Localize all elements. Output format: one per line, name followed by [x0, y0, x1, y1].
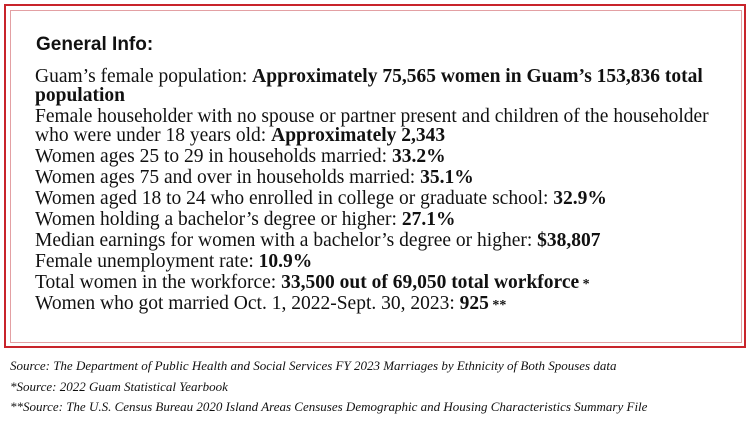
fact-value: Approximately 75,565 women in Guam’s 153,836 total population	[35, 66, 703, 106]
fact-label: Women holding a bachelor’s degree or higher:	[35, 209, 402, 230]
fact-value: 27.1%	[401, 209, 456, 230]
fact-label: Women aged 18 to 24 who enrolled in college or graduate school:	[35, 188, 554, 209]
fact-value: Approximately 2,343	[271, 125, 446, 146]
fact-label: Women who got married Oct. 1, 2022-Sept. 30, 2023:	[35, 293, 460, 314]
source-note-yearbook: *Source: 2022 Guam Statistical Yearbook	[10, 378, 228, 394]
fact-value: 32.9%	[553, 188, 607, 209]
fact-value: 10.9%	[258, 251, 313, 272]
source-note-dphss: Source: The Department of Public Health and Social Services FY 2023 Marriages by Ethnicity of Both Spouses data	[10, 358, 617, 373]
fact-item-median-earnings	[35, 231, 735, 252]
facts-list	[35, 67, 735, 315]
fact-label: Female unemployment rate:	[35, 251, 259, 272]
fact-label: Women ages 75 and over in households married:	[35, 167, 421, 188]
fact-value: 35.1%	[420, 167, 474, 188]
fact-item-college-enrollment	[35, 189, 735, 210]
fact-note: **	[488, 298, 507, 313]
fact-item-female-householder	[35, 107, 735, 147]
fact-label: Total women in the workforce:	[35, 272, 282, 293]
fact-label: Female householder with no spouse or partner present and children of the householder who were under 18 years old:	[35, 106, 709, 146]
fact-item-married-75-over	[35, 168, 735, 189]
fact-item-married-25-29	[35, 147, 735, 168]
fact-label: Median earnings for women with a bachelor’s degree or higher:	[35, 230, 538, 251]
fact-item-workforce	[35, 273, 735, 294]
fact-label: Guam’s female population:	[35, 66, 253, 87]
fact-label: Women ages 25 to 29 in households married:	[35, 146, 392, 167]
fact-item-marriages	[35, 294, 735, 315]
fact-item-unemployment-rate	[35, 252, 735, 273]
fact-value: 33,500 out of 69,050 total workforce	[281, 272, 580, 293]
fact-value: $38,807	[537, 230, 601, 251]
source-notes	[10, 356, 750, 418]
fact-value: 925	[459, 293, 489, 314]
fact-value: 33.2%	[391, 146, 446, 167]
fact-item-female-population	[35, 67, 735, 107]
fact-note: *	[579, 277, 590, 292]
fact-item-bachelors-degree	[35, 210, 735, 231]
source-note-census: **Source: The U.S. Census Bureau 2020 Island Areas Censuses Demographic and Housing Characteristics Summary File	[10, 399, 648, 414]
general-info-heading: General Info:	[36, 34, 154, 55]
